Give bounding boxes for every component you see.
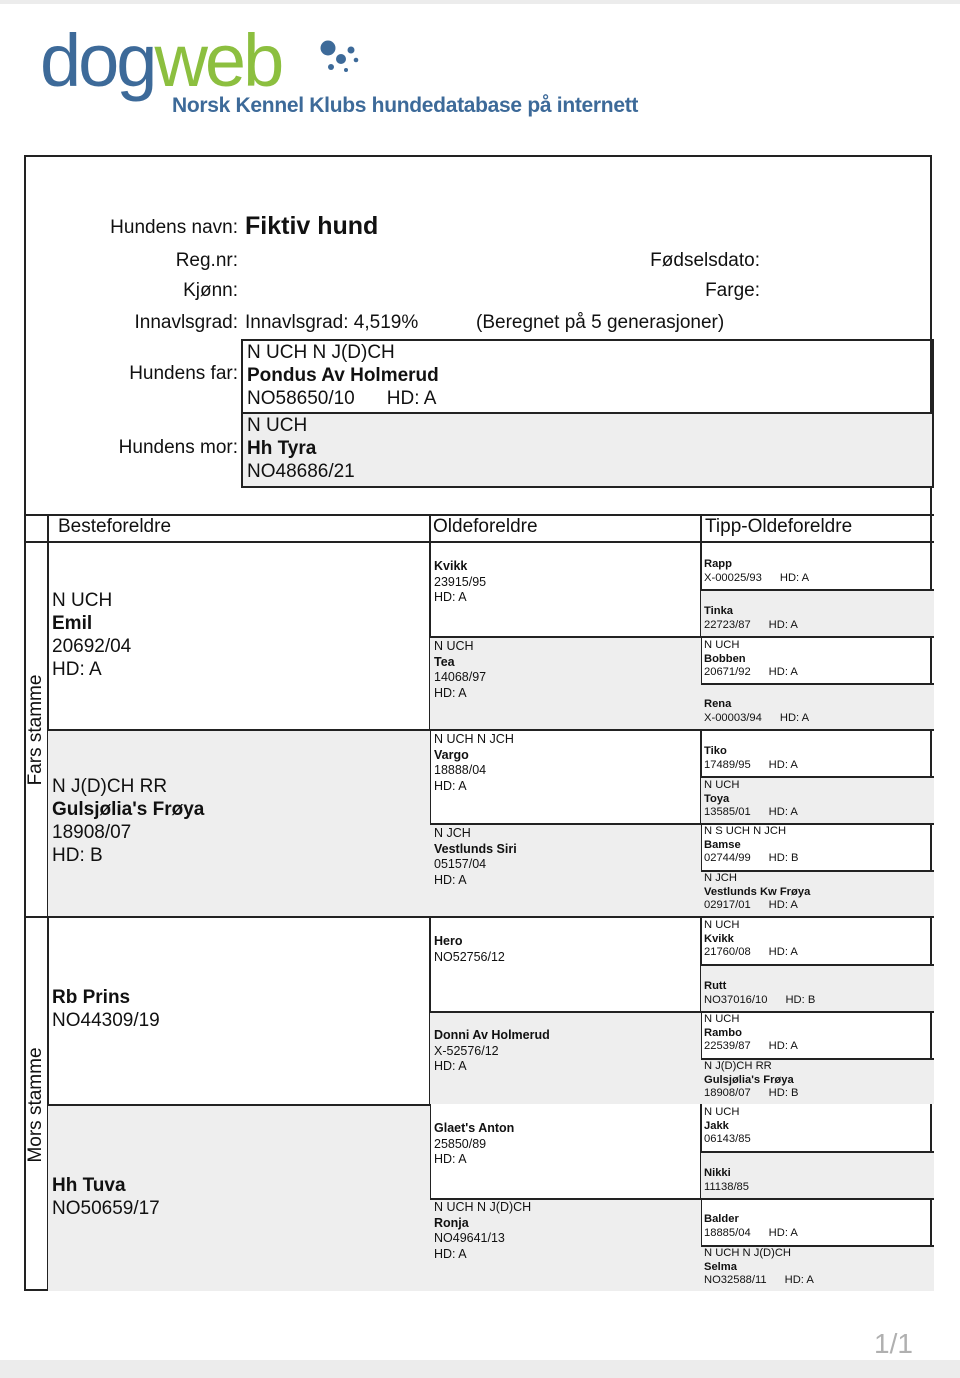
ggp-titles: N UCH N JCH bbox=[434, 732, 514, 746]
ggg-cell bbox=[701, 778, 934, 823]
great-grandparent-cell bbox=[430, 918, 701, 1011]
logo-web-text: web bbox=[154, 19, 282, 102]
gggp-name: Bamse bbox=[704, 838, 741, 851]
gggp-name: Selma bbox=[704, 1260, 737, 1273]
gggp-reg-line bbox=[704, 994, 934, 1008]
ggp-reg: NO49641/13 bbox=[434, 1231, 505, 1245]
gggp-name: Toya bbox=[704, 792, 730, 805]
gggp-hd: HD: A bbox=[768, 1040, 798, 1052]
mother-label: Hundens mor: bbox=[118, 437, 238, 458]
gp-hd: HD: A bbox=[52, 659, 102, 680]
gp-name: Rb Prins bbox=[52, 987, 131, 1008]
gggp-reg: X-00003/94 bbox=[704, 711, 762, 724]
gggp-name: Gulsjølia's Frøya bbox=[704, 1073, 794, 1086]
grandparent-cell bbox=[48, 543, 430, 729]
gp-titles: N UCH bbox=[52, 590, 113, 611]
gggp-titles: N UCH bbox=[704, 779, 740, 791]
ggg-cell bbox=[701, 872, 934, 916]
gggp-name: Tiko bbox=[704, 745, 727, 757]
reg-label: Reg.nr: bbox=[175, 250, 238, 271]
ggg-cell bbox=[701, 825, 934, 870]
gp-reg: NO50659/17 bbox=[52, 1198, 160, 1219]
ggg-cell bbox=[701, 1247, 934, 1291]
gp-name: Emil bbox=[52, 613, 93, 634]
col-head-grandparents: Besteforeldre bbox=[58, 516, 172, 537]
gggp-name: Balder bbox=[704, 1213, 739, 1225]
gggp-name: Bobben bbox=[704, 652, 746, 665]
gggp-titles: N UCH bbox=[704, 639, 740, 651]
ggg-cell bbox=[701, 1013, 934, 1058]
gggp-hd: HD: A bbox=[768, 1226, 798, 1239]
ggp-reg: 25850/89 bbox=[434, 1136, 487, 1151]
gggp-hd: HD: A bbox=[768, 946, 798, 958]
gggp-titles: N JCH bbox=[704, 872, 737, 884]
ggp-name: Hero bbox=[434, 934, 463, 948]
ggp-name: Vestlunds Siri bbox=[434, 841, 517, 856]
gggp-reg: NO37016/10 bbox=[704, 993, 768, 1006]
ggg-cell bbox=[701, 638, 934, 683]
mother-name: Hh Tyra bbox=[247, 438, 317, 459]
ggg-cell bbox=[701, 1060, 934, 1104]
gggp-hd: HD: A bbox=[784, 1274, 814, 1286]
ggp-hd: HD: A bbox=[434, 1059, 467, 1073]
ggg-cell bbox=[701, 543, 934, 589]
ggp-hd: HD: A bbox=[434, 1152, 467, 1166]
ggp-hd: HD: A bbox=[434, 872, 467, 887]
gggp-hd: HD: A bbox=[768, 806, 798, 818]
gggp-hd: HD: A bbox=[779, 711, 810, 724]
gggp-reg-line bbox=[704, 899, 934, 913]
logo-subtitle: Norsk Kennel Klubs hundedatabase på internett bbox=[172, 94, 639, 117]
side-label-mother-text: Mors stamme bbox=[25, 1046, 46, 1163]
gggp-reg-line bbox=[704, 759, 934, 773]
sex-label: Kjønn: bbox=[183, 280, 238, 301]
mother-titles: N UCH bbox=[247, 415, 308, 436]
ggp-reg: NO52756/12 bbox=[434, 949, 505, 964]
gggp-reg-line bbox=[704, 666, 934, 680]
ggg-cell bbox=[701, 1106, 934, 1151]
gggp-reg-line bbox=[704, 946, 934, 960]
inbreed-note: (Beregnet på 5 generasjoner) bbox=[476, 312, 725, 333]
ggp-name: Ronja bbox=[434, 1215, 469, 1230]
great-grandparent-cell bbox=[430, 1200, 701, 1291]
ggp-name: Vargo bbox=[434, 747, 469, 762]
grandparent-cell bbox=[48, 1106, 430, 1291]
father-reg-line bbox=[247, 387, 932, 410]
ggp-name: Glaet's Anton bbox=[434, 1121, 515, 1135]
ggp-reg: 14068/97 bbox=[434, 670, 487, 684]
gp-reg: 18908/07 bbox=[52, 822, 132, 843]
ggp-reg: 18888/04 bbox=[434, 763, 487, 777]
gggp-reg-line bbox=[704, 1087, 934, 1101]
side-label-father-text: Fars stamme bbox=[25, 674, 46, 785]
birth-date-label: Fødselsdato: bbox=[650, 250, 760, 271]
gggp-hd: HD: A bbox=[768, 666, 798, 678]
gggp-reg-line bbox=[704, 806, 934, 820]
gggp-titles: N UCH N J(D)CH bbox=[704, 1247, 792, 1259]
great-grandparent-cell bbox=[430, 825, 701, 916]
ggg-cell bbox=[701, 591, 934, 636]
inbreed-value: Innavlsgrad: 4,519% bbox=[245, 312, 419, 333]
gp-reg: NO44309/19 bbox=[52, 1010, 160, 1031]
ggg-cell bbox=[701, 966, 934, 1011]
ggp-hd: HD: A bbox=[434, 778, 467, 793]
ggp-name: Donni Av Holmerud bbox=[434, 1028, 550, 1042]
ggp-titles: N UCH bbox=[434, 639, 474, 653]
gggp-hd: HD: A bbox=[779, 571, 810, 584]
gggp-reg: 22539/87 bbox=[704, 1040, 751, 1052]
gggp-reg: NO32588/11 bbox=[704, 1274, 767, 1286]
dog-name: Fiktiv hund bbox=[245, 212, 379, 240]
gggp-name: Nikki bbox=[704, 1167, 731, 1179]
gggp-reg: 18908/07 bbox=[704, 1087, 751, 1099]
gggp-hd: HD: B bbox=[768, 852, 799, 864]
ggp-name: Kvikk bbox=[434, 559, 468, 573]
great-grandparent-cell bbox=[430, 638, 701, 729]
ggg-cell bbox=[701, 731, 934, 776]
father-hd: HD: A bbox=[386, 388, 437, 409]
gggp-reg: 02917/01 bbox=[704, 899, 751, 911]
gggp-titles: N S UCH N JCH bbox=[704, 825, 787, 837]
logo-dog-text: dog bbox=[40, 19, 155, 102]
gggp-hd: HD: B bbox=[785, 993, 816, 1006]
dogweb-logo bbox=[40, 19, 740, 124]
gggp-reg: 18885/04 bbox=[704, 1226, 751, 1239]
gggp-reg: 02744/99 bbox=[704, 852, 751, 864]
mother-reg: NO48686/21 bbox=[247, 461, 355, 482]
ggp-hd: HD: A bbox=[434, 685, 467, 700]
gggp-titles: N J(D)CH RR bbox=[704, 1060, 772, 1072]
gggp-reg: 06143/85 bbox=[704, 1133, 751, 1145]
grandparent-cell bbox=[48, 731, 430, 916]
father-box bbox=[241, 339, 934, 414]
paw-dots-icon bbox=[318, 38, 368, 78]
gggp-reg: 21760/08 bbox=[704, 946, 751, 958]
gggp-reg-line bbox=[704, 712, 934, 726]
gggp-name: Jakk bbox=[704, 1119, 729, 1132]
ggp-name: Tea bbox=[434, 654, 455, 669]
logo-wordmark bbox=[40, 19, 282, 102]
gp-titles: N J(D)CH RR bbox=[52, 776, 168, 797]
inbreed-label: Innavlsgrad: bbox=[134, 312, 238, 333]
gggp-reg: 17489/95 bbox=[704, 758, 751, 771]
gggp-reg-line bbox=[704, 1227, 934, 1241]
ggp-reg: 05157/04 bbox=[434, 857, 487, 871]
great-grandparent-cell bbox=[430, 1106, 701, 1198]
gggp-reg-line bbox=[704, 619, 934, 633]
gggp-reg: 11138/85 bbox=[704, 1180, 749, 1193]
ggp-titles: N UCH N J(D)CH bbox=[434, 1200, 532, 1214]
bottom-band bbox=[0, 1360, 960, 1378]
gp-name: Hh Tuva bbox=[52, 1175, 126, 1196]
gggp-titles: N UCH bbox=[704, 1013, 740, 1025]
gggp-hd: HD: A bbox=[768, 899, 798, 911]
gggp-reg-line bbox=[704, 572, 934, 586]
gggp-name: Tinka bbox=[704, 605, 734, 617]
ggg-cell bbox=[701, 918, 934, 964]
gggp-hd: HD: A bbox=[768, 758, 798, 771]
ggg-cell bbox=[701, 685, 934, 729]
gggp-hd: HD: A bbox=[768, 618, 798, 631]
gggp-reg: 22723/87 bbox=[704, 618, 751, 631]
col-head-great-grandparents: Oldeforeldre bbox=[433, 516, 538, 537]
father-label: Hundens far: bbox=[129, 363, 238, 384]
col-head-great-great-grandparents: Tipp-Oldeforeldre bbox=[705, 516, 853, 537]
page-indicator: 1/1 bbox=[874, 1328, 913, 1359]
gggp-reg-line bbox=[704, 1040, 934, 1054]
ggp-reg: 23915/95 bbox=[434, 574, 487, 589]
great-grandparent-cell bbox=[430, 1013, 701, 1104]
side-label-father bbox=[24, 543, 48, 916]
side-label-mother bbox=[24, 918, 48, 1291]
grandparent-cell bbox=[48, 918, 430, 1104]
ggg-cell bbox=[701, 1153, 934, 1198]
gggp-hd: HD: B bbox=[768, 1087, 799, 1099]
mother-box bbox=[241, 412, 934, 488]
gggp-name: Kvikk bbox=[704, 932, 734, 945]
gggp-name: Rambo bbox=[704, 1026, 742, 1039]
gggp-name: Vestlunds Kw Frøya bbox=[704, 885, 811, 898]
dog-name-label: Hundens navn: bbox=[110, 217, 238, 238]
gggp-reg-line bbox=[704, 1274, 934, 1288]
gggp-reg: 20671/92 bbox=[704, 666, 751, 678]
gp-hd: HD: B bbox=[52, 845, 103, 866]
father-reg: NO58650/10 bbox=[247, 388, 355, 409]
great-grandparent-cell bbox=[430, 731, 701, 823]
color-label: Farge: bbox=[705, 280, 760, 301]
ggg-cell bbox=[701, 1200, 934, 1245]
great-grandparent-cell bbox=[430, 543, 701, 636]
gp-reg: 20692/04 bbox=[52, 636, 132, 657]
gggp-titles: N UCH bbox=[704, 919, 740, 931]
ggp-hd: HD: A bbox=[434, 590, 467, 604]
gggp-reg: X-00025/93 bbox=[704, 571, 762, 584]
gggp-name: Rena bbox=[704, 698, 732, 710]
gp-name: Gulsjølia's Frøya bbox=[52, 799, 205, 820]
father-name: Pondus Av Holmerud bbox=[247, 365, 439, 386]
gggp-name: Rutt bbox=[704, 980, 727, 992]
ggp-hd: HD: A bbox=[434, 1246, 467, 1261]
gggp-reg-line bbox=[704, 852, 934, 866]
ggp-reg: X-52576/12 bbox=[434, 1043, 499, 1058]
father-titles: N UCH N J(D)CH bbox=[247, 342, 395, 363]
top-band bbox=[0, 0, 960, 4]
gggp-reg: 13585/01 bbox=[704, 806, 751, 818]
gggp-name: Rapp bbox=[704, 558, 732, 570]
ggp-titles: N JCH bbox=[434, 826, 471, 840]
gggp-titles: N UCH bbox=[704, 1106, 740, 1118]
